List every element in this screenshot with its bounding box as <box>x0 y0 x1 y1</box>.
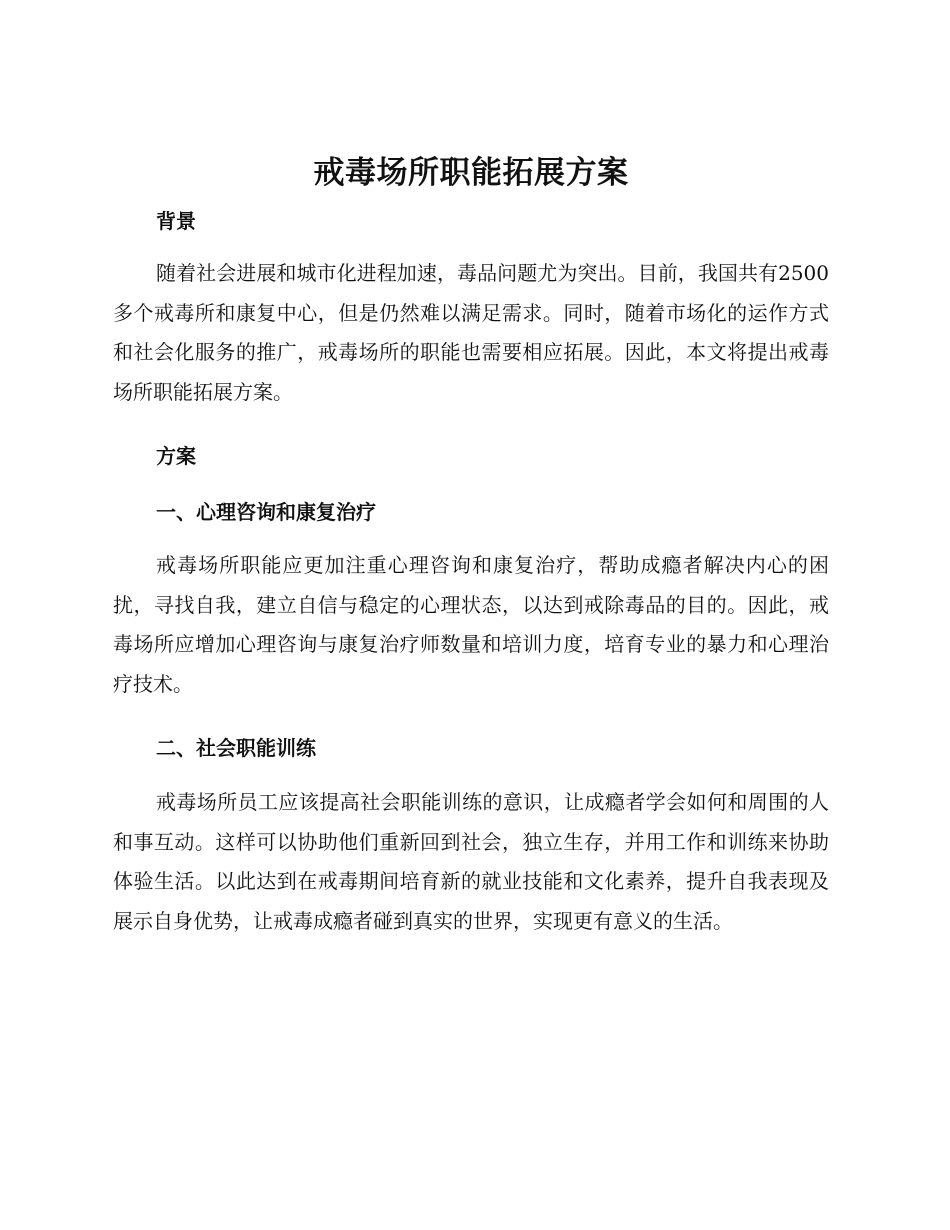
section1-heading: 一、心理咨询和康复治疗 <box>156 500 376 524</box>
background-paragraph: 随着社会进展和城市化进程加速，毒品问题尤为突出。目前，我国共有2500多个戒毒所和康复中心，但是仍然难以满足需求。同时，随着市场化的运作方式和社会化服务的推广，戒毒场所的职能也需要相应拓展。因此，本文将提出戒毒场所职能拓展方案。 <box>113 261 829 404</box>
section1-paragraph: 戒毒场所职能应更加注重心理咨询和康复治疗，帮助成瘾者解决内心的困扰，寻找自我，建立自信与稳定的心理状态，以达到戒除毒品的目的。因此，戒毒场所应增加心理咨询与康复治疗师数量和培训力度，培育专业的暴力和心理治疗技术。 <box>113 553 829 696</box>
document-title: 戒毒场所职能拓展方案 <box>313 155 629 191</box>
section2-paragraph: 戒毒场所员工应该提高社会职能训练的意识，让成瘾者学会如何和周围的人和事互动。这样可以协助他们重新回到社会，独立生存，并用工作和训练来协助体验生活。以此达到在戒毒期间培育新的就业技能和文化素养，提升自我表现及展示自身优势，让戒毒成瘾者碰到真实的世界，实现更有意义的生活。 <box>113 790 829 933</box>
section2-heading: 二、社会职能训练 <box>156 736 316 760</box>
plan-heading: 方案 <box>156 444 196 468</box>
background-heading: 背景 <box>156 209 196 233</box>
